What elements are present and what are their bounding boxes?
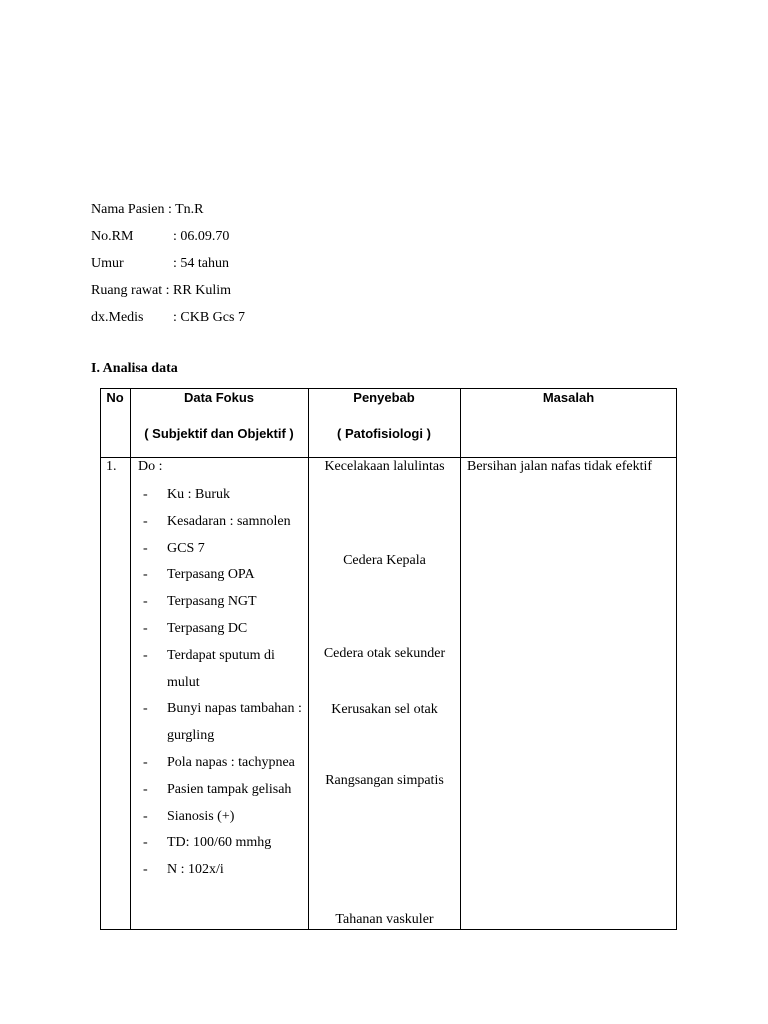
data-fokus-list — [143, 482, 307, 884]
patient-name-value: : Tn.R — [167, 202, 204, 217]
list-item: - Pasien tampak gelisah — [143, 781, 292, 797]
header-penyebab: Penyebab — [353, 390, 415, 405]
table-header-divider — [100, 457, 677, 458]
patient-dx-label: dx.Medis — [91, 310, 144, 325]
patient-room-value: : RR Kulim — [165, 283, 232, 298]
list-item: - GCS 7 — [143, 540, 205, 556]
list-item: - Terpasang NGT — [143, 594, 257, 610]
patient-age-row — [91, 254, 245, 281]
patient-rm-row — [91, 227, 245, 254]
row-number: 1. — [106, 459, 117, 474]
patient-rm-value: : 06.09.70 — [173, 229, 230, 244]
cause-item: Cedera otak sekunder — [323, 646, 446, 661]
list-item: - Bunyi napas tambahan : gurgling — [143, 701, 302, 744]
list-item: - Pola napas : tachypnea — [143, 754, 295, 770]
cause-item: Kerusakan sel otak — [331, 702, 438, 717]
patient-dx-value: : CKB Gcs 7 — [173, 310, 245, 325]
patient-age-label: Umur — [91, 256, 124, 271]
header-masalah: Masalah — [542, 390, 595, 405]
cause-item: Rangsangan simpatis — [325, 773, 444, 788]
cause-item: Cedera Kepala — [343, 553, 426, 568]
cause-item: Kecelakaan lalulintas — [324, 459, 445, 474]
patient-age-value: : 54 tahun — [173, 256, 229, 271]
table-divider-cause — [460, 388, 461, 930]
table-divider-no — [130, 388, 131, 930]
header-data-fokus: Data Fokus — [183, 390, 255, 405]
do-label: Do : — [138, 459, 163, 474]
header-no: No — [106, 390, 124, 405]
list-item: - Ku : Buruk — [143, 487, 230, 502]
cause-item: Tahanan vaskuler — [335, 912, 434, 927]
patient-room-row — [91, 281, 245, 308]
list-item: - Terpasang DC — [143, 620, 248, 636]
list-item: - Terdapat sputum di mulut — [143, 647, 275, 690]
list-item: - Kesadaran : samnolen — [143, 513, 291, 529]
section-title: I. Analisa data — [91, 361, 178, 376]
list-item: - Terpasang OPA — [143, 567, 255, 583]
list-item: - TD: 100/60 mmhg — [143, 835, 272, 851]
patient-name-label: Nama Pasien — [91, 202, 165, 217]
masalah-text: Bersihan jalan nafas tidak efektif — [467, 459, 653, 474]
header-data-fokus-sub: ( Subjektif dan Objektif ) — [144, 426, 294, 441]
patient-rm-label: No.RM — [91, 229, 134, 244]
patient-dx-row — [91, 308, 245, 335]
list-item: - N : 102x/i — [143, 862, 224, 878]
list-item: - Sianosis (+) — [143, 808, 235, 824]
patient-info — [91, 200, 245, 335]
patient-name-row — [91, 200, 245, 227]
patient-room-label: Ruang rawat — [91, 283, 163, 298]
header-penyebab-sub: ( Patofisiologi ) — [337, 426, 431, 441]
